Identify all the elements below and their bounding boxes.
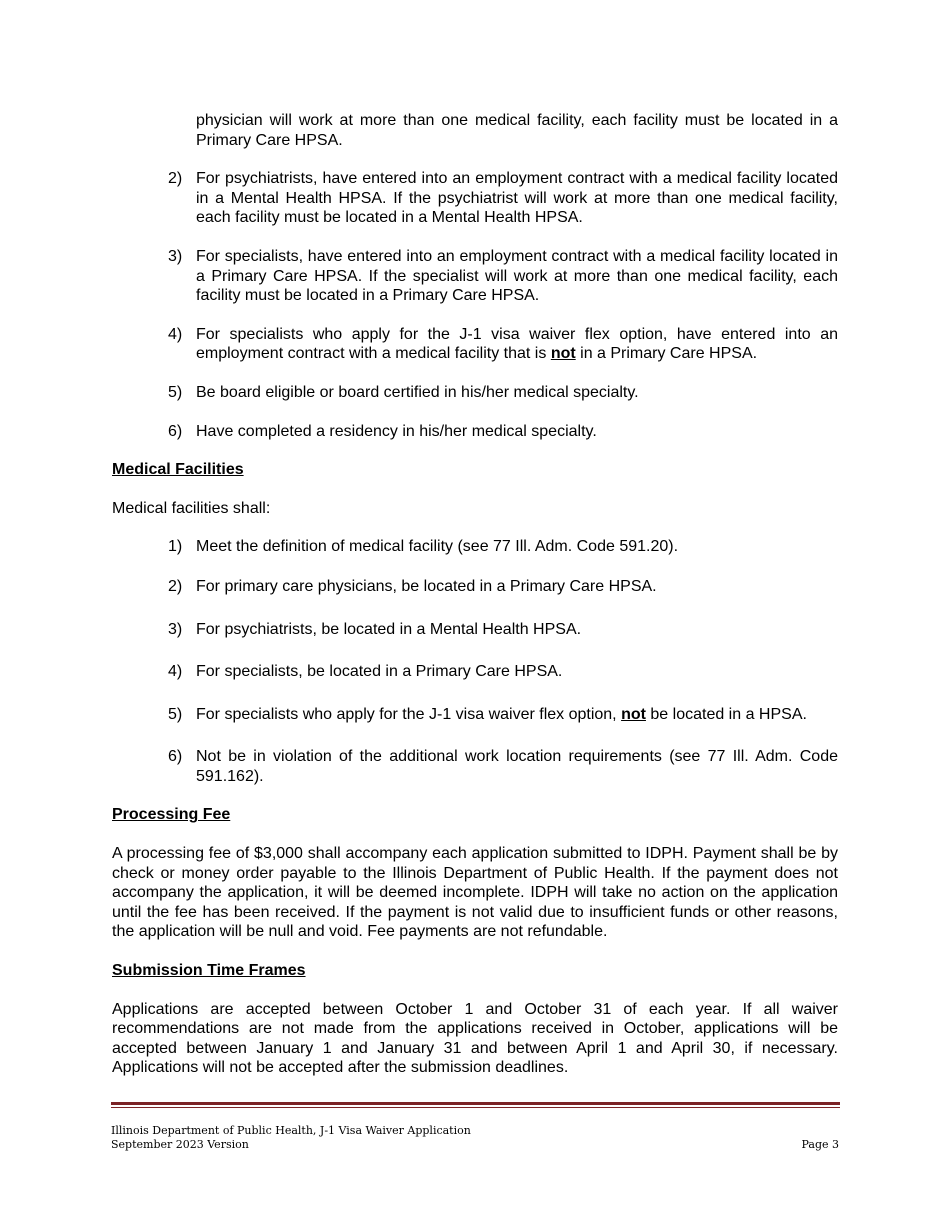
list-item-number: 4) <box>168 663 183 681</box>
list-item-text: Have completed a residency in his/her medical specialty. <box>196 422 597 440</box>
list-item-number: 3) <box>168 247 183 265</box>
list-item-text: For specialists who apply for the J-1 visa waiver flex option, not be located in a HPSA. <box>196 705 807 723</box>
footer-divider-thick <box>111 1102 840 1105</box>
page-content <box>112 111 838 1097</box>
list-continuation-text: physician will work at more than one medical facility, each facility must be located in a Primary Care HPSA. <box>196 112 838 149</box>
section-heading-submission-time-frames: Submission Time Frames <box>112 962 306 980</box>
list-item <box>112 747 838 786</box>
list-item-text: For psychiatrists, be located in a Mental Health HPSA. <box>196 620 582 638</box>
footer-divider-thin <box>111 1107 840 1108</box>
list-item-text: For specialists, have entered into an employment contract with a medical facility located in a Primary Care HPSA. If the specialist will work at more than one medical facility, each facility must be located in a Primary Care HPSA. <box>196 247 838 305</box>
list-item-number: 6) <box>168 748 183 766</box>
footer-page-number: Page 3 <box>801 1138 839 1151</box>
list-item <box>112 662 838 682</box>
medical-facilities-list <box>112 537 838 786</box>
list-item <box>112 325 838 364</box>
list-item-number: 6) <box>168 422 183 440</box>
page-footer <box>111 1124 839 1152</box>
list-item <box>112 705 838 725</box>
list-item-number: 1) <box>168 538 183 556</box>
list-item-number: 5) <box>168 705 183 723</box>
list-item-number: 5) <box>168 383 183 401</box>
section-heading-medical-facilities: Medical Facilities <box>112 461 244 479</box>
emphasis-not: not <box>621 705 646 723</box>
list-item <box>112 383 838 403</box>
list-item-text: For specialists who apply for the J-1 visa waiver flex option, have entered into an employment contract with a medical facility that is not in a Primary Care HPSA. <box>196 325 838 363</box>
medical-facilities-intro: Medical facilities shall: <box>112 499 271 517</box>
physician-requirements-list <box>112 169 838 441</box>
list-item <box>112 577 838 597</box>
list-item-number: 4) <box>168 325 183 343</box>
footer-version: September 2023 Version <box>111 1138 249 1151</box>
list-item-number: 2) <box>168 170 183 188</box>
list-item-number: 2) <box>168 577 183 595</box>
submission-time-frames-body: Applications are accepted between October 1 and October 31 of each year. If all waiver recommendations are not made from the applications received in October, applications will be accepted between January 1 and January 31 and between April 1 and April 30, if necessary. Applications will not be accepted after the submission deadlines. <box>112 1000 838 1077</box>
section-heading-processing-fee: Processing Fee <box>112 806 231 824</box>
list-item-text: For psychiatrists, have entered into an employment contract with a medical facility located in a Mental Health HPSA. If the psychiatrist will work at more than one medical facility, each facility must be located in a Mental Health HPSA. <box>196 170 838 227</box>
emphasis-not: not <box>550 345 576 363</box>
list-item-text: For specialists, be located in a Primary Care HPSA. <box>196 663 563 681</box>
list-item-number: 3) <box>168 620 183 638</box>
footer-department-title: Illinois Department of Public Health, J-1 Visa Waiver Application <box>111 1124 471 1137</box>
processing-fee-body: A processing fee of $3,000 shall accompany each application submitted to IDPH. Payment shall be by check or money order payable to the Illinois Department of Public Health. If the payment does not accompany the application, it will be deemed incomplete. IDPH will take no action on the application until the fee has been received. If the payment is not valid due to insufficient funds or other reasons, the application will be null and void. Fee payments are not refundable. <box>112 845 838 941</box>
list-item <box>112 537 838 557</box>
list-item-text: Meet the definition of medical facility (see 77 Ill. Adm. Code 591.20). <box>196 538 679 556</box>
list-item <box>112 422 838 442</box>
list-item <box>112 620 838 640</box>
list-item <box>112 247 838 306</box>
list-item <box>112 169 838 228</box>
list-item-text: Be board eligible or board certified in his/her medical specialty. <box>196 383 639 401</box>
list-item-text: Not be in violation of the additional work location requirements (see 77 Ill. Adm. Code 591.162). <box>196 748 838 785</box>
list-item-text: For primary care physicians, be located in a Primary Care HPSA. <box>196 577 657 595</box>
